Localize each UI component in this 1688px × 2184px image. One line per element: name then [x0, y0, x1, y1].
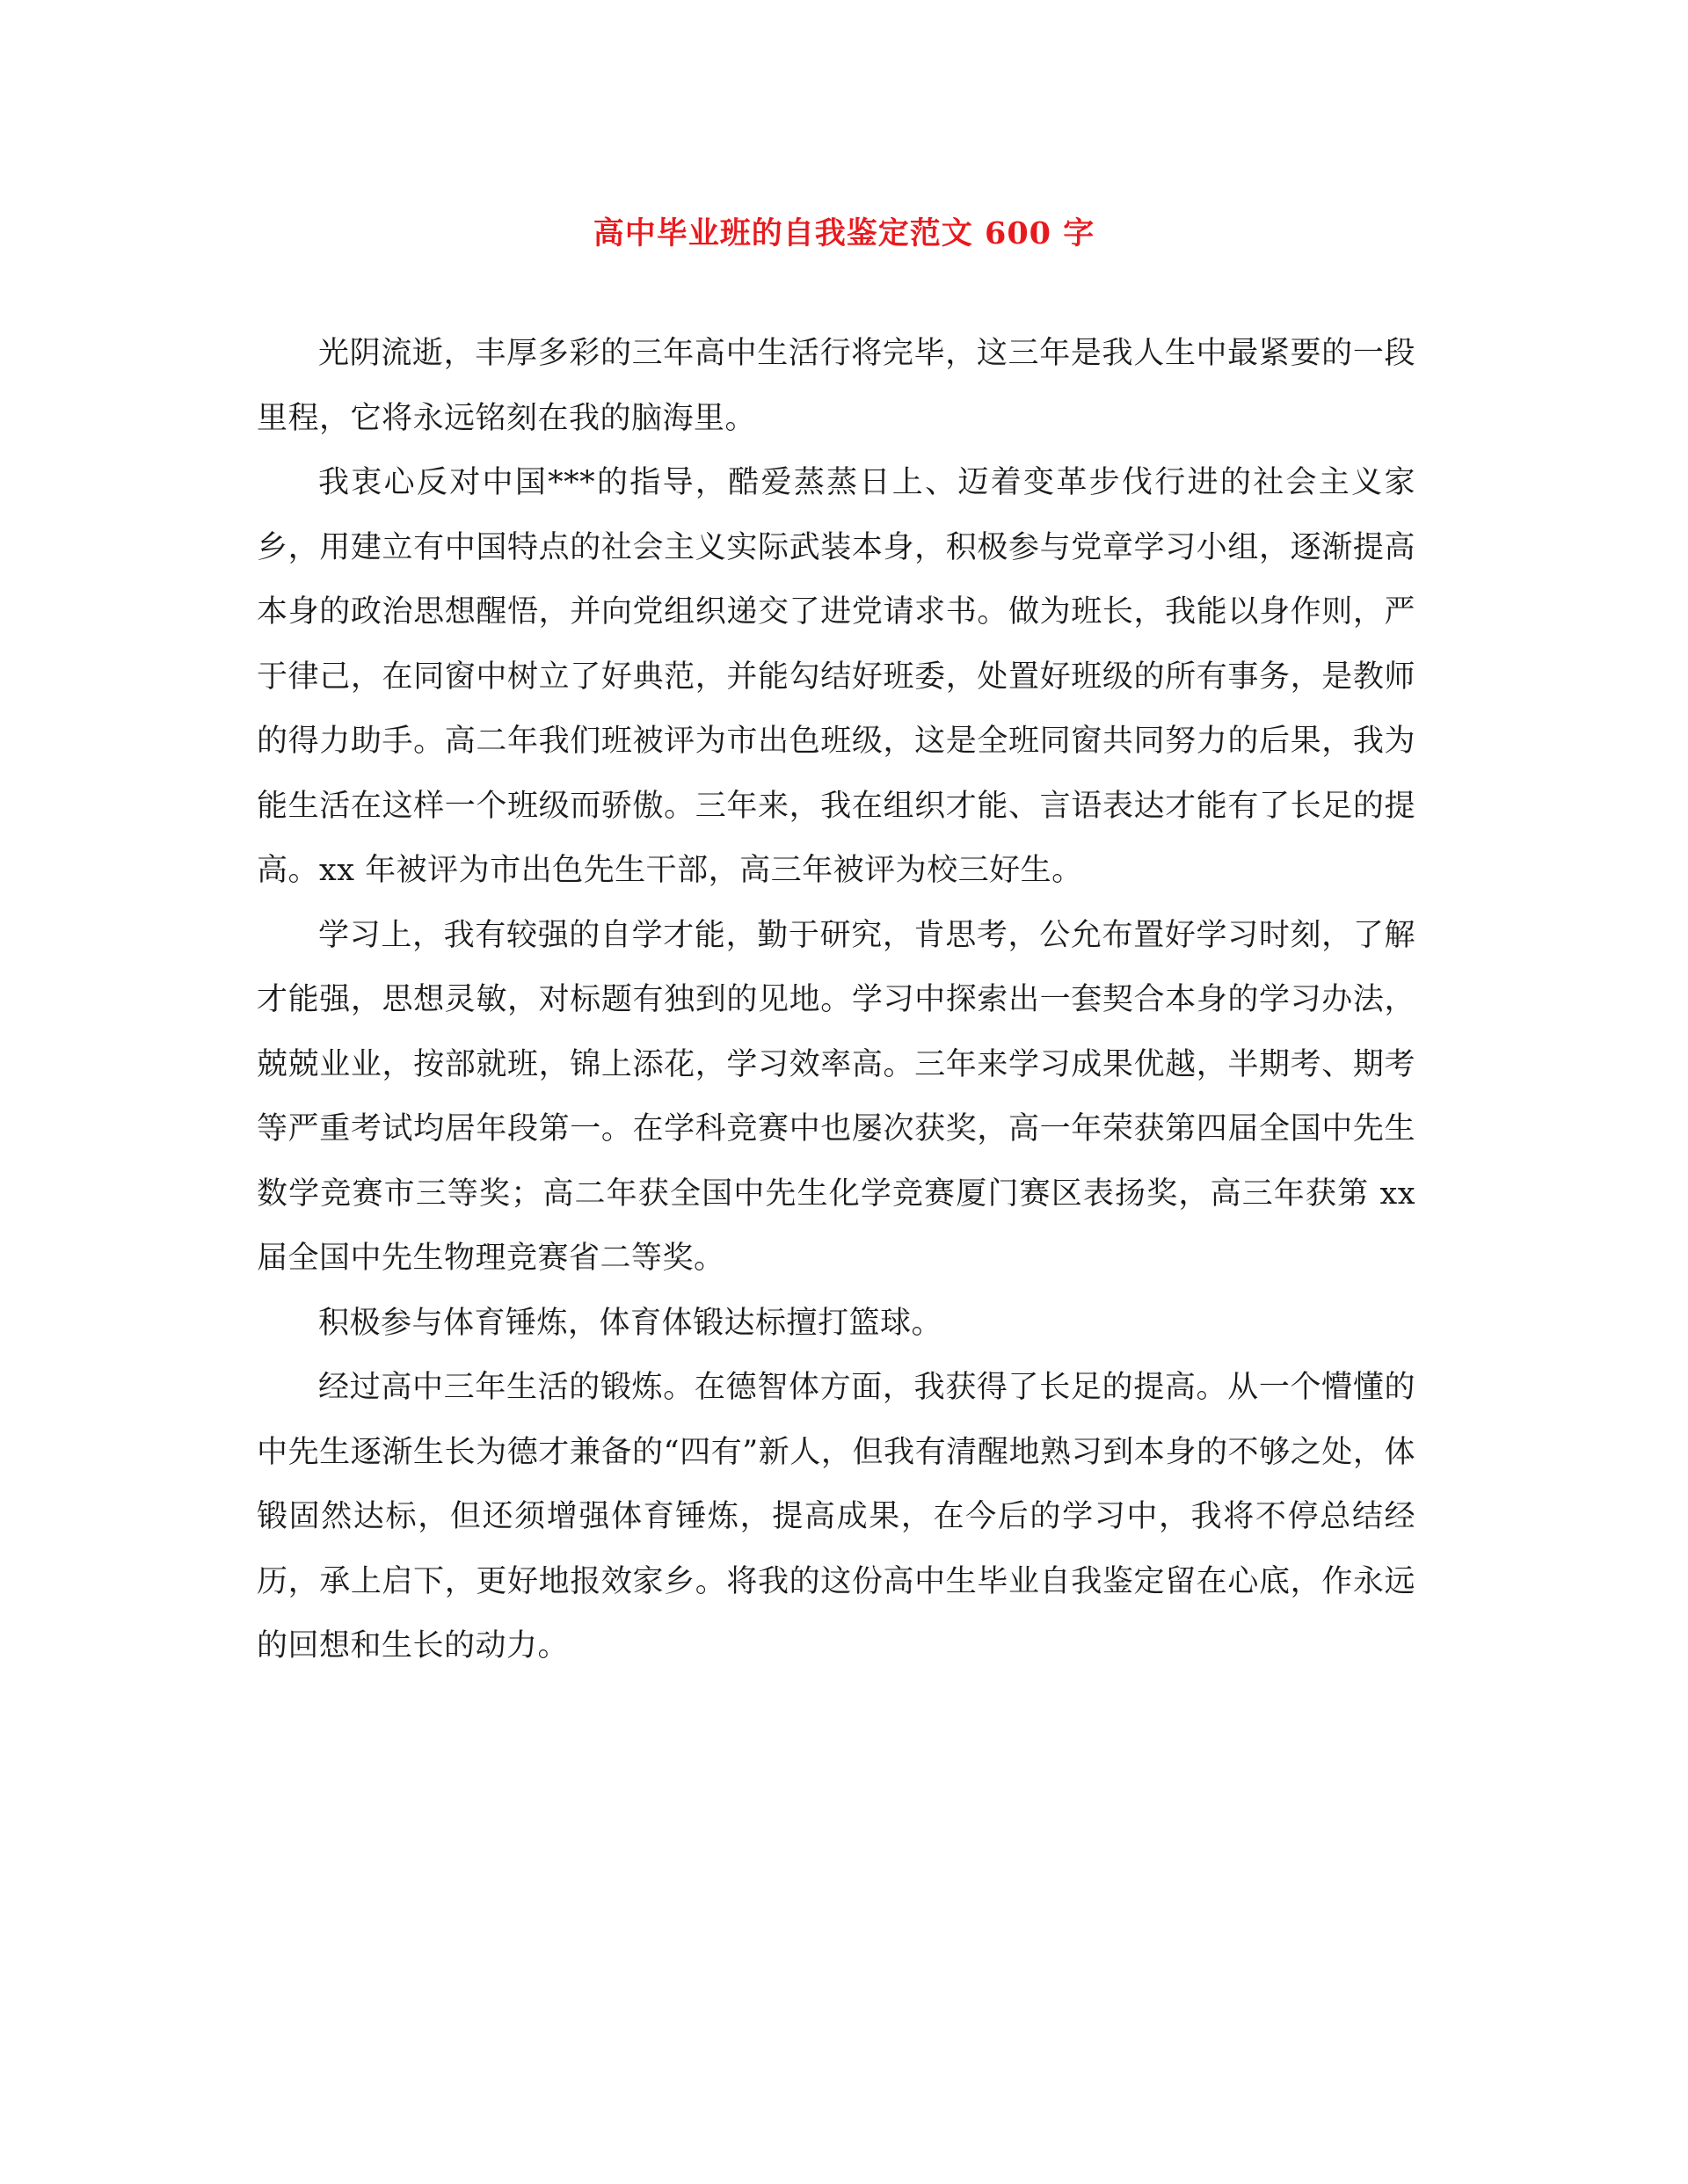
paragraph-4: 积极参与体育锤炼，体育体锻达标擅打篮球。 [318, 1305, 943, 1341]
paragraph-2: 我衷心反对中国***的指导，酷爱蒸蒸日上、迈着变革步伐行进的社会主义家乡，用建立有中国特点的社会主义实际武装本身，积极参与党章学习小组，逐渐提高本身的政治思想醒悟，并向党组织递交了进党请求书。做为班长，我能以身作则，严于律己，在同窗中树立了好典范，并能勾结好班委，处置好班级的所有事务，是教师的得力助手。高二年我们班被评为市出色班级，这是全班同窗共同努力的后果，我为能生活在这样一个班级而骄傲。三年来，我在组织才能、言语表达才能有了长足的提高。xx 年被评为市出色先生干部，高三年被评为校三好生。 [257, 465, 1415, 888]
document-title: 高中毕业班的自我鉴定范文 600 字 [593, 215, 1095, 251]
paragraph-1: 光阴流逝，丰厚多彩的三年高中生活行将完毕，这三年是我人生中最紧要的一段里程，它将永远铭刻在我的脑海里。 [257, 336, 1415, 436]
document-body [257, 322, 1415, 1679]
paragraph-3: 学习上，我有较强的自学才能，勤于研究，肯思考，公允布置好学习时刻，了解才能强，思想灵敏，对标题有独到的见地。学习中探索出一套契合本身的学习办法，兢兢业业，按部就班，锦上添花，学习效率高。三年来学习成果优越，半期考、期考等严重考试均居年段第一。在学科竞赛中也屡次获奖，高一年荣获第四届全国中先生数学竞赛市三等奖；高二年获全国中先生化学竞赛厦门赛区表扬奖，高三年获第 xx 届全国中先生物理竞赛省二等奖。 [257, 917, 1415, 1276]
paragraph-5: 经过高中三年生活的锻炼。在德智体方面，我获得了长足的提高。从一个懵懂的中先生逐渐生长为德才兼备的“四有”新人，但我有清醒地熟习到本身的不够之处，体锻固然达标，但还须增强体育锤炼，提高成果，在今后的学习中，我将不停总结经历，承上启下，更好地报效家乡。将我的这份高中生毕业自我鉴定留在心底，作永远的回想和生长的动力。 [257, 1370, 1415, 1663]
